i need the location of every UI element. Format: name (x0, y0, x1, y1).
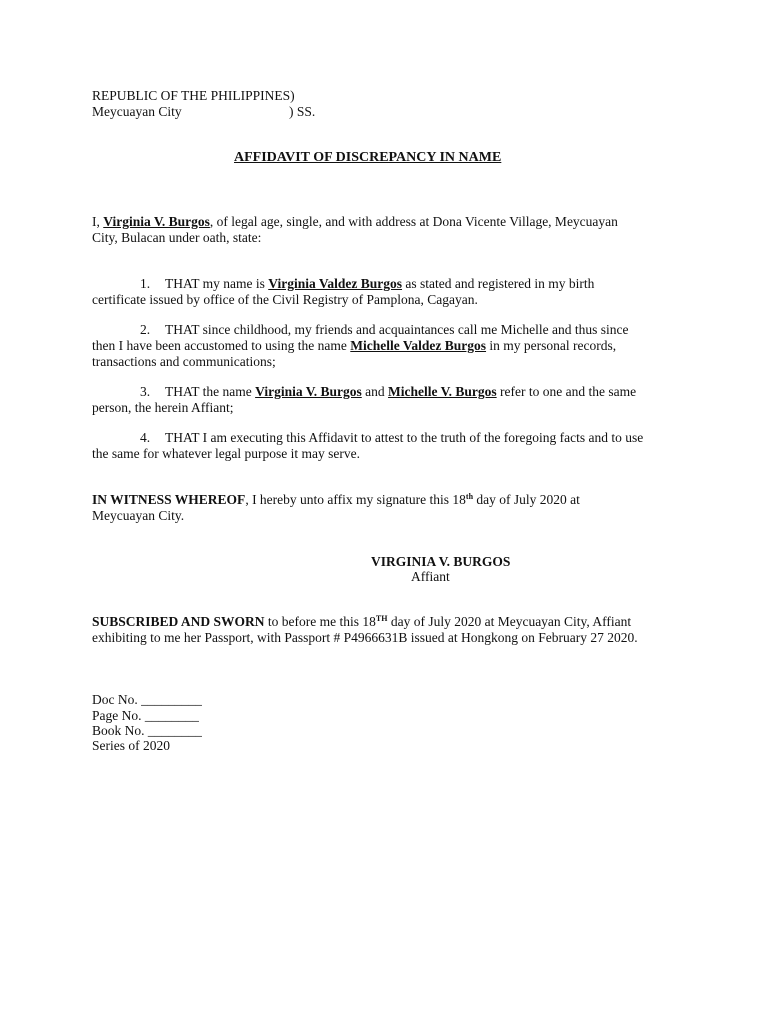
intro-paragraph (92, 214, 618, 246)
item-1-name: Virginia Valdez Burgos (268, 276, 403, 291)
item-4-line1: THAT I am executing this Affidavit to attest to the truth of the foregoing facts and to use (165, 430, 644, 445)
sworn-sup: TH (375, 614, 388, 623)
item-4-number: 4. (140, 430, 151, 445)
notary-book-no: Book No. ________ (92, 723, 202, 738)
item-3-line1 (165, 384, 636, 400)
witness-line2: Meycuayan City. (92, 508, 185, 523)
item-1-number: 1. (140, 276, 151, 291)
item-2-text-a: then I have been accustomed to using the name (92, 338, 351, 353)
sworn-bold: SUBSCRIBED AND SWORN (92, 614, 265, 629)
header-republic: REPUBLIC OF THE PHILIPPINES) (92, 88, 295, 103)
affiant-label: Affiant (411, 569, 450, 584)
intro-line2: City, Bulacan under oath, state: (92, 230, 262, 245)
affiant-name-intro: Virginia V. Burgos (103, 214, 210, 229)
item-2-text-b: in my personal records, (486, 338, 617, 353)
sworn-text-a: to before me this 18 (264, 614, 376, 629)
header-ss: ) SS. (289, 104, 316, 119)
item-3-number: 3. (140, 384, 151, 399)
sworn-line1 (92, 614, 631, 630)
affiant-signature-name: VIRGINIA V. BURGOS (371, 554, 511, 569)
witness-line1 (92, 492, 580, 508)
witness-sup: th (465, 492, 474, 501)
item-2-name: Michelle Valdez Burgos (350, 338, 487, 353)
item-3-text-a: THAT the name (165, 384, 256, 399)
document-title: AFFIDAVIT OF DISCREPANCY IN NAME (234, 150, 502, 165)
witness-text-b: day of July 2020 at (473, 492, 580, 507)
item-2-line2 (92, 338, 616, 354)
notary-page-no: Page No. ________ (92, 708, 199, 723)
item-3-and: and (361, 384, 389, 399)
sworn-line2: exhibiting to me her Passport, with Passport # P4966631B issued at Hongkong on February 27 2020. (92, 630, 638, 645)
header-city: Meycuayan City (92, 104, 182, 119)
item-3-name2: Michelle V. Burgos (388, 384, 497, 399)
item-1-text-a: THAT my name is (165, 276, 269, 291)
item-2-line3: transactions and communications; (92, 354, 276, 369)
item-1-text-b: as stated and registered in my birth (402, 276, 595, 291)
item-2-number: 2. (140, 322, 151, 337)
witness-bold: IN WITNESS WHEREOF (92, 492, 246, 507)
notary-series: Series of 2020 (92, 738, 170, 753)
intro-prefix: I, (92, 214, 104, 229)
intro-line1-rest: , of legal age, single, and with address at Dona Vicente Village, Meycuayan (209, 214, 618, 229)
item-1-line2: certificate issued by office of the Civil Registry of Pamplona, Cagayan. (92, 292, 478, 307)
item-3-line2: person, the herein Affiant; (92, 400, 234, 415)
notary-doc-no: Doc No. _________ (92, 692, 202, 707)
item-4-line2: the same for whatever legal purpose it may serve. (92, 446, 361, 461)
item-3-name1: Virginia V. Burgos (255, 384, 362, 399)
item-2-line1: THAT since childhood, my friends and acquaintances call me Michelle and thus since (165, 322, 629, 337)
witness-text-a: , I hereby unto affix my signature this 18 (245, 492, 466, 507)
sworn-text-b: day of July 2020 at Meycuayan City, Affiant (387, 614, 632, 629)
item-3-text-b: refer to one and the same (496, 384, 637, 399)
item-1-line1 (165, 276, 594, 292)
